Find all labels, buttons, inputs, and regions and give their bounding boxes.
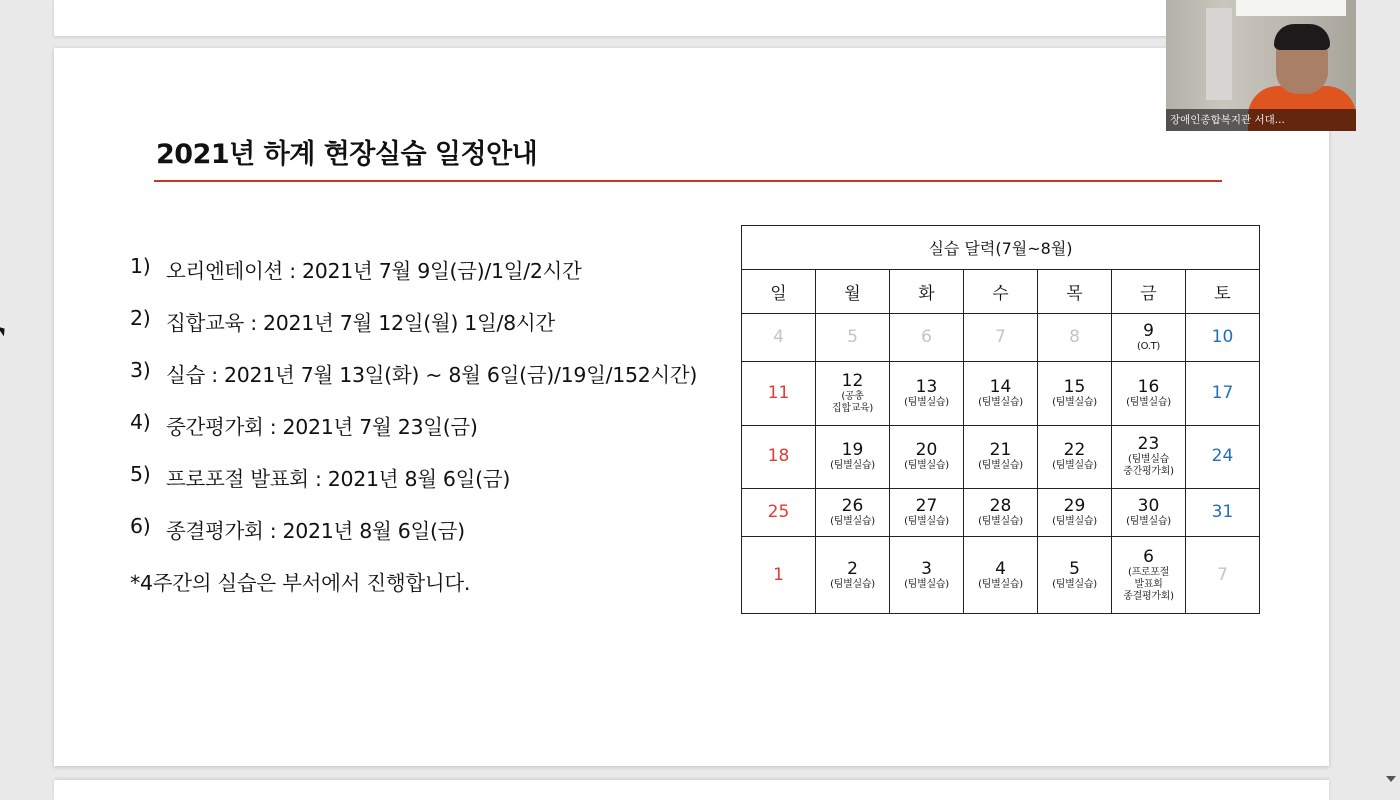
calendar-day-note: (프로포절 bbox=[1127, 566, 1170, 578]
weekday-header: 목 bbox=[1038, 270, 1112, 314]
calendar-week-row bbox=[742, 314, 1260, 362]
calendar-day-cell bbox=[1038, 362, 1112, 425]
weekday-header: 화 bbox=[890, 270, 964, 314]
calendar-day-note: (팀별실습) bbox=[904, 460, 949, 472]
webcam-background-door bbox=[1206, 8, 1232, 100]
calendar-day-number: 6 bbox=[921, 327, 932, 348]
calendar-week-row bbox=[742, 362, 1260, 425]
schedule-item bbox=[130, 358, 697, 410]
calendar-day-number: 14 bbox=[989, 377, 1012, 398]
calendar-day-number: 5 bbox=[1069, 558, 1080, 579]
calendar-day-cell bbox=[890, 362, 964, 425]
calendar-day-cell bbox=[890, 425, 964, 488]
calendar-day-number: 1 bbox=[773, 564, 784, 585]
calendar-day-number: 11 bbox=[767, 383, 790, 404]
schedule-item-text: 중간평가회 : 2021년 7월 23일(금) bbox=[166, 415, 478, 439]
calendar-day-note: (팀별실습) bbox=[904, 578, 949, 590]
calendar-weekday-row bbox=[742, 270, 1260, 314]
calendar-day-cell bbox=[964, 362, 1038, 425]
calendar-day-note: 발표회 bbox=[1134, 578, 1163, 590]
calendar-day-note: (O.T) bbox=[1136, 341, 1161, 353]
calendar-day-number: 20 bbox=[915, 440, 938, 461]
practicum-note: *4주간의 실습은 부서에서 진행합니다. bbox=[130, 571, 471, 595]
calendar-day-number: 19 bbox=[841, 440, 864, 461]
weekday-header: 수 bbox=[964, 270, 1038, 314]
calendar-day-cell bbox=[816, 314, 890, 362]
calendar-day-number: 22 bbox=[1063, 440, 1086, 461]
calendar-day-cell bbox=[1186, 537, 1260, 614]
scroll-down-icon[interactable] bbox=[1386, 776, 1396, 782]
calendar-day-note: 종결평가회) bbox=[1123, 590, 1174, 602]
schedule-item-number: 3) bbox=[130, 358, 151, 382]
calendar-day-number: 26 bbox=[841, 496, 864, 517]
calendar-body bbox=[742, 314, 1260, 614]
calendar-day-note: (팀별실습) bbox=[978, 516, 1023, 528]
calendar-day-note: (팀별실습) bbox=[1052, 578, 1097, 590]
calendar-day-cell bbox=[816, 489, 890, 537]
calendar-day-cell bbox=[890, 489, 964, 537]
calendar-day-number: 6 bbox=[1143, 546, 1154, 567]
calendar-day-number: 31 bbox=[1211, 502, 1234, 523]
calendar-day-number: 30 bbox=[1137, 496, 1160, 517]
schedule-item-text: 집합교육 : 2021년 7월 12일(월) 1일/8시간 bbox=[166, 311, 555, 335]
webcam-person-hair bbox=[1274, 24, 1330, 50]
calendar-week-row bbox=[742, 489, 1260, 537]
previous-slide-edge[interactable] bbox=[54, 0, 1329, 36]
calendar-day-note: (팀별실습) bbox=[1126, 397, 1171, 409]
calendar-day-number: 27 bbox=[915, 496, 938, 517]
calendar-day-cell bbox=[742, 489, 816, 537]
calendar-day-number: 9 bbox=[1143, 321, 1154, 342]
calendar-day-note: (팀별실습) bbox=[830, 578, 875, 590]
calendar-day-cell bbox=[964, 314, 1038, 362]
calendar-day-note: (팀별실습) bbox=[830, 460, 875, 472]
calendar-day-note: (팀별실습) bbox=[978, 578, 1023, 590]
calendar-day-number: 12 bbox=[841, 371, 864, 392]
calendar-day-number: 3 bbox=[921, 558, 932, 579]
calendar-day-cell bbox=[1186, 362, 1260, 425]
weekday-header: 토 bbox=[1186, 270, 1260, 314]
calendar-day-cell bbox=[1112, 425, 1186, 488]
calendar-day-number: 8 bbox=[1069, 327, 1080, 348]
calendar-day-cell bbox=[1112, 537, 1186, 614]
calendar-day-number: 2 bbox=[847, 558, 858, 579]
calendar-week-row bbox=[742, 425, 1260, 488]
calendar-day-note: (팀별실습) bbox=[978, 460, 1023, 472]
schedule-item-number: 1) bbox=[130, 254, 151, 278]
calendar-day-number: 24 bbox=[1211, 446, 1234, 467]
calendar-day-note: 중간평가회) bbox=[1123, 466, 1174, 478]
calendar-day-number: 7 bbox=[995, 327, 1006, 348]
schedule-item bbox=[130, 306, 697, 358]
schedule-item bbox=[130, 514, 697, 566]
schedule-item-number: 6) bbox=[130, 514, 151, 538]
title-underline bbox=[154, 180, 1222, 182]
webcam-participant-name: 장애인종합복지관 서대... bbox=[1166, 109, 1356, 131]
calendar-day-cell bbox=[964, 425, 1038, 488]
calendar-day-number: 18 bbox=[767, 446, 790, 467]
calendar-day-cell bbox=[1186, 489, 1260, 537]
calendar-day-number: 15 bbox=[1063, 377, 1086, 398]
calendar-day-cell bbox=[1186, 314, 1260, 362]
calendar-day-cell bbox=[1186, 425, 1260, 488]
calendar-day-cell bbox=[890, 537, 964, 614]
webcam-background-light bbox=[1236, 0, 1346, 16]
calendar-day-cell bbox=[816, 362, 890, 425]
calendar-day-note: (팀별실습) bbox=[904, 397, 949, 409]
weekday-header: 금 bbox=[1112, 270, 1186, 314]
calendar-day-note: (공총 bbox=[841, 391, 864, 403]
calendar-day-number: 23 bbox=[1137, 434, 1160, 455]
calendar-day-note: (팀별실습) bbox=[1126, 516, 1171, 528]
practicum-calendar bbox=[741, 225, 1260, 614]
calendar-day-cell bbox=[742, 425, 816, 488]
schedule-item bbox=[130, 410, 697, 462]
calendar-day-number: 5 bbox=[847, 327, 858, 348]
calendar-day-cell bbox=[1038, 489, 1112, 537]
calendar-day-cell bbox=[1038, 314, 1112, 362]
calendar-day-cell bbox=[1112, 362, 1186, 425]
calendar-day-cell bbox=[964, 489, 1038, 537]
calendar-day-note: (팀별실습) bbox=[830, 516, 875, 528]
calendar-day-cell bbox=[1112, 314, 1186, 362]
schedule-list bbox=[130, 254, 697, 566]
calendar-day-number: 4 bbox=[995, 558, 1006, 579]
schedule-item-number: 5) bbox=[130, 462, 151, 486]
calendar-day-number: 10 bbox=[1211, 327, 1234, 348]
next-slide-edge[interactable] bbox=[54, 780, 1329, 800]
calendar-day-cell bbox=[742, 537, 816, 614]
weekday-header: 일 bbox=[742, 270, 816, 314]
calendar-day-cell bbox=[1038, 537, 1112, 614]
calendar-day-cell bbox=[816, 425, 890, 488]
mouse-cursor-icon bbox=[0, 324, 8, 337]
calendar-day-number: 13 bbox=[915, 377, 938, 398]
calendar-day-cell bbox=[1112, 489, 1186, 537]
calendar-day-note: (팀별실습) bbox=[978, 397, 1023, 409]
calendar-day-note: (팀별실습 bbox=[1127, 454, 1170, 466]
calendar-day-number: 25 bbox=[767, 502, 790, 523]
calendar-day-cell bbox=[742, 362, 816, 425]
calendar-day-note: (팀별실습) bbox=[904, 516, 949, 528]
calendar-day-cell bbox=[816, 537, 890, 614]
calendar-day-number: 17 bbox=[1211, 383, 1234, 404]
calendar-title: 실습 달력(7월~8월) bbox=[742, 226, 1260, 270]
calendar-day-note: 집합교육) bbox=[831, 403, 874, 415]
schedule-item bbox=[130, 462, 697, 514]
calendar-day-cell bbox=[890, 314, 964, 362]
calendar-week-row bbox=[742, 537, 1260, 614]
calendar-day-number: 7 bbox=[1217, 564, 1228, 585]
calendar-day-number: 28 bbox=[989, 496, 1012, 517]
calendar-day-note: (팀별실습) bbox=[1052, 460, 1097, 472]
slide-title: 2021년 하계 현장실습 일정안내 bbox=[156, 139, 538, 170]
schedule-item-text: 프로포절 발표회 : 2021년 8월 6일(금) bbox=[166, 467, 511, 491]
calendar-day-cell bbox=[742, 314, 816, 362]
calendar-day-number: 21 bbox=[989, 440, 1012, 461]
calendar-day-cell bbox=[1038, 425, 1112, 488]
calendar-day-note: (팀별실습) bbox=[1052, 397, 1097, 409]
calendar-day-note: (팀별실습) bbox=[1052, 516, 1097, 528]
calendar-day-number: 4 bbox=[773, 327, 784, 348]
webcam-tile[interactable] bbox=[1166, 0, 1356, 131]
schedule-item-number: 2) bbox=[130, 306, 151, 330]
schedule-item-number: 4) bbox=[130, 410, 151, 434]
schedule-item-text: 종결평가회 : 2021년 8월 6일(금) bbox=[166, 519, 465, 543]
weekday-header: 월 bbox=[816, 270, 890, 314]
calendar-day-number: 29 bbox=[1063, 496, 1086, 517]
calendar-day-cell bbox=[964, 537, 1038, 614]
schedule-item-text: 오리엔테이션 : 2021년 7월 9일(금)/1일/2시간 bbox=[166, 259, 582, 283]
calendar-day-number: 16 bbox=[1137, 377, 1160, 398]
schedule-item bbox=[130, 254, 697, 306]
schedule-item-text: 실습 : 2021년 7월 13일(화) ~ 8월 6일(금)/19일/152시간) bbox=[166, 363, 698, 387]
